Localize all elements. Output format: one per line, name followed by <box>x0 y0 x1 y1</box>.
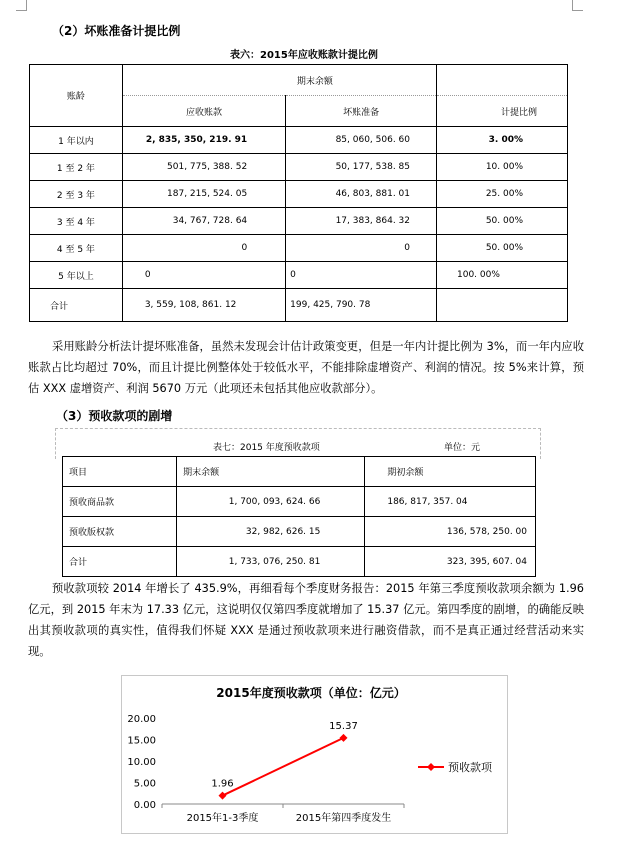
cell-begin: 136, 578, 250. 00 <box>365 517 536 547</box>
header-end-balance: 期末余额 <box>177 457 365 487</box>
cell-item: 预收商品款 <box>63 487 177 517</box>
cell-end: 32, 982, 626. 15 <box>177 517 365 547</box>
cell-begin: 186, 817, 357. 04 <box>365 487 536 517</box>
data-label: 1.96 <box>211 778 234 790</box>
header-receivable: 应收账款 <box>122 96 285 127</box>
cell-age: 2 至 3 年 <box>30 181 123 208</box>
header-provision: 坏账准备 <box>286 96 437 127</box>
header-begin-balance: 期初余额 <box>365 457 536 487</box>
table-7-caption: 表七：2015 年度预收款项 <box>213 443 320 453</box>
x-tick-label: 2015年1-3季度 <box>186 813 259 824</box>
cell-begin: 323, 395, 607. 04 <box>365 547 536 577</box>
cell-item: 预收版权款 <box>63 517 177 547</box>
cell-end: 1, 700, 093, 624. 66 <box>177 487 365 517</box>
cell-receivable: 0 <box>122 235 285 262</box>
cell-ratio: 50. 00% <box>437 208 568 235</box>
cell-provision: 85, 060, 506. 60 <box>286 127 437 154</box>
y-tick-label: 10.00 <box>127 757 156 768</box>
header-end-balance: 期末余额 <box>122 65 436 96</box>
table-7-unit: 单位：元 <box>444 443 481 453</box>
table-6-caption: 表六：2015年应收账款计提比例 <box>230 50 378 61</box>
section-2-heading: （2）坏账准备计提比例 <box>52 24 181 38</box>
cell-ratio: 50. 00% <box>437 235 568 262</box>
cell-age: 4 至 5 年 <box>30 235 123 262</box>
paragraph-advance-receipts-analysis: 预收款项较 2014 年增长了 435.9%，再细看每个季度财务报告：2015 年第三季度预收款项余额为 1.96 亿元，到 2015 年末为 17.33 亿元，这说明仅仅第四季度就增加了 15.37 亿元。第四季度的剧增，的确能反映出其预收款项的真实性，值得我们怀疑 XXX 是通过预收款项来进行融资借款，而不是真正通过经营活动来实现。 <box>28 582 584 658</box>
header-ratio: 计提比例 <box>437 96 568 127</box>
chart-title: 2015年度预收款项（单位：亿元） <box>216 686 406 700</box>
cell-ratio: 3. 00% <box>437 127 568 154</box>
cell-age: 5 年以上 <box>30 262 123 289</box>
cell-provision: 46, 803, 881. 01 <box>286 181 437 208</box>
cell-provision: 0 <box>286 262 437 289</box>
y-tick-label: 20.00 <box>127 714 156 725</box>
data-label: 15.37 <box>329 720 358 732</box>
cell-provision: 0 <box>286 235 437 262</box>
series-line <box>223 738 344 796</box>
cell-ratio: 100. 00% <box>437 262 568 289</box>
data-point <box>340 734 348 742</box>
legend-marker <box>427 763 435 771</box>
cell-receivable: 2, 835, 350, 219. 91 <box>122 127 285 154</box>
cell-provision: 17, 383, 864. 32 <box>286 208 437 235</box>
cell-item: 合计 <box>63 547 177 577</box>
section-3-heading: （3）预收款项的剧增 <box>56 409 173 423</box>
y-tick-label: 0.00 <box>133 800 156 811</box>
data-point <box>219 792 227 800</box>
header-item: 项目 <box>63 457 177 487</box>
x-tick-label: 2015年第四季度发生 <box>295 813 392 824</box>
cell-provision: 50, 177, 538. 85 <box>286 154 437 181</box>
cell-receivable: 34, 767, 728. 64 <box>122 208 285 235</box>
cell-receivable: 0 <box>122 262 285 289</box>
cell-ratio: 10. 00% <box>437 154 568 181</box>
cell-age: 合计 <box>30 289 123 322</box>
y-tick-label: 15.00 <box>127 735 156 747</box>
header-age: 账龄 <box>30 65 123 127</box>
cell-receivable: 501, 775, 388. 52 <box>122 154 285 181</box>
cell-ratio: 25. 00% <box>437 181 568 208</box>
cell-receivable: 3, 559, 108, 861. 12 <box>122 289 285 322</box>
legend-label: 预收款项 <box>448 761 492 774</box>
y-tick-label: 5.00 <box>133 778 156 790</box>
cell-age: 1 至 2 年 <box>30 154 123 181</box>
cell-provision: 199, 425, 790. 78 <box>286 289 437 322</box>
cell-age: 3 至 4 年 <box>30 208 123 235</box>
paragraph-bad-debt-analysis: 采用账龄分析法计提坏账准备，虽然未发现会计估计政策变更，但是一年内计提比例为 3%，而一年内应收账款占比均超过 70%，而且计提比例整体处于较低水平，不能排除虚增资产、利润的情况。按 5%来计算，预估 XXX 虚增资产、利润 5670 万元（此项还未包括其他应收款部分）。 <box>28 340 584 395</box>
cell-end: 1, 733, 076, 250. 81 <box>177 547 365 577</box>
cell-receivable: 187, 215, 524. 05 <box>122 181 285 208</box>
cell-age: 1 年以内 <box>30 127 123 154</box>
